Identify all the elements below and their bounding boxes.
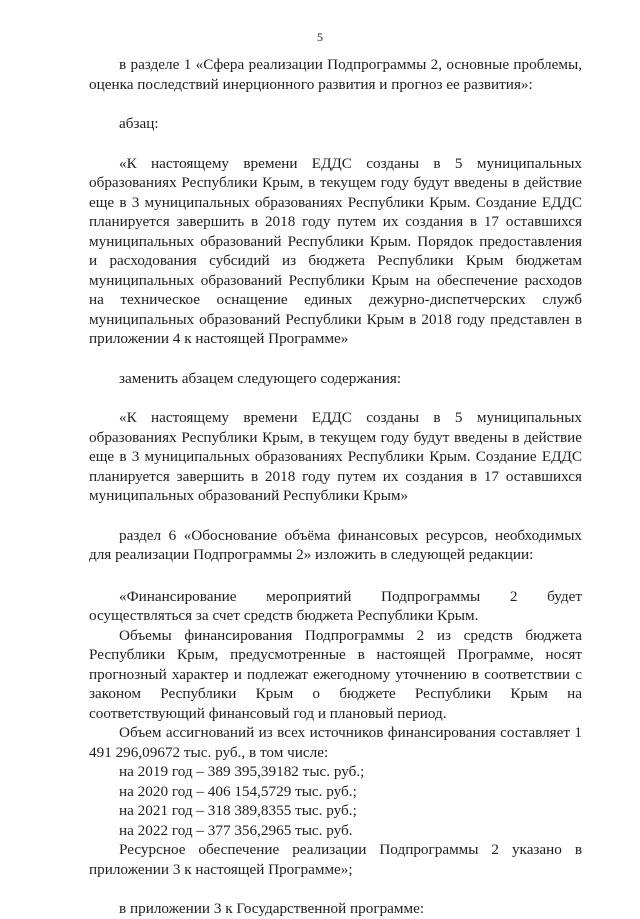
quoted-new-paragraph: «К настоящему времени ЕДДС созданы в 5 муниципальных образованиях Республики Крым, в текущем году будут введены в действие еще в 3 муниципальных образованиях Республики Крым. Создание ЕДДС планируется завершить в 2018 году путем их создания в 17 оставшихся муниципальных образований Республики Крым» [89, 409, 582, 504]
page-number: 5 [317, 30, 323, 44]
section-1-intro: в разделе 1 «Сфера реализации Подпрограммы 2, основные проблемы, оценка последствий инерционного развития и прогноз ее развития»: [89, 56, 582, 93]
resource-provision-paragraph: Ресурсное обеспечение реализации Подпрограммы 2 указано в приложении 3 к настоящей Программе»; [89, 841, 582, 878]
year-allocation-2022: на 2022 год – 377 356,2965 тыс. руб. [119, 821, 353, 839]
quoted-old-paragraph: «К настоящему времени ЕДДС созданы в 5 муниципальных образованиях Республики Крым, в текущем году будут введены в действие еще в 3 муниципальных образованиях Республики Крым. Создание ЕДДС планируется завершить в 2018 году путем их создания в 17 оставшихся муниципальных образований Республики Крым. Порядок предоставления и расходования субсидий из бюджета Республики Крым бюджетам муниципальных образований Республики Крым на обеспечение расходов на техническое оснащение единых дежурно-диспетчерских служб муниципальных образований Республики Крым в 2018 году представлен в приложении 4 к настоящей Программе» [89, 154, 582, 347]
replace-instruction: заменить абзацем следующего содержания: [119, 369, 402, 387]
financing-paragraph: «Финансирование мероприятий Подпрограммы 2 будет осуществляться за счет средств бюджета Республики Крым. [89, 587, 582, 624]
document-body [89, 55, 582, 919]
financing-volume-paragraph: Объемы финансирования Подпрограммы 2 из средств бюджета Республики Крым, предусмотренные в настоящей Программе, носят прогнозный характер и подлежат ежегодному уточнению в соответствии с законом Республики Крым о бюджете Республики Крым на соответствующий финансовый год и плановый период. [89, 626, 582, 722]
year-allocation-2021: на 2021 год – 318 389,8355 тыс. руб.; [119, 802, 357, 819]
section-6-instruction: раздел 6 «Обоснование объёма финансовых ресурсов, необходимых для реализации Подпрограммы 2» изложить в следующей редакции: [89, 526, 582, 563]
year-allocation-2019: на 2019 год – 389 395,39182 тыс. руб.; [119, 763, 365, 780]
year-allocation-2020: на 2020 год – 406 154,5729 тыс. руб.; [119, 782, 357, 800]
paragraph-label: абзац: [119, 115, 159, 132]
appendix-3-instruction: в приложении 3 к Государственной программе: [119, 900, 425, 917]
total-allocation-paragraph: Объем ассигнований из всех источников финансирования составляет 1 491 296,09672 тыс. руб., в том числе: [89, 724, 582, 761]
